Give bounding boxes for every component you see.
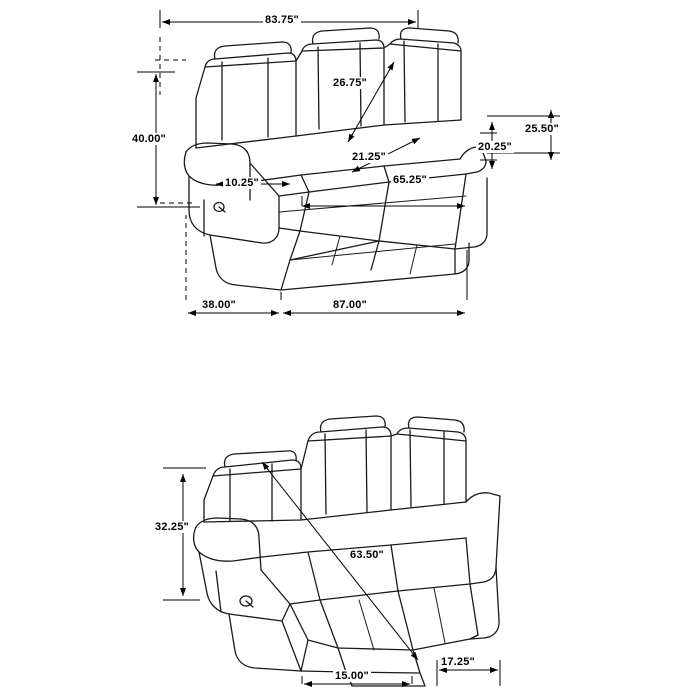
- dimension-label-overall-width-top: 83.75": [265, 14, 299, 26]
- dimension-label-seat-back-height: 26.75": [333, 77, 367, 89]
- dimension-label-overall-height-left: 40.00": [132, 133, 166, 145]
- reclined-view-sofa-illustration: [194, 416, 500, 686]
- dimension-label-seat-depth-diagonal: 21.25": [352, 151, 386, 163]
- dimension-label-reclined-height: 32.25": [155, 521, 189, 533]
- dimension-label-footrest-height: 17.25": [441, 656, 475, 668]
- dimension-label-depth-bottom-left: 38.00": [202, 299, 236, 311]
- dimension-lines-reclined-view: [163, 462, 500, 686]
- dimension-label-seat-cushion-depth: 10.25": [225, 177, 259, 189]
- dimension-label-seat-height-right: 20.25": [478, 141, 512, 153]
- dimension-lines-top-view: [137, 10, 560, 313]
- dimension-label-overall-width-bottom: 87.00": [333, 299, 367, 311]
- dimension-label-arm-height-right: 25.50": [525, 123, 559, 135]
- dimension-label-seat-width-inner: 65.25": [393, 174, 427, 186]
- dimension-label-reclined-base-depth: 15.00": [335, 670, 369, 682]
- dimension-label-reclined-length: 63.50": [350, 549, 384, 561]
- top-view-sofa-illustration: [184, 28, 492, 290]
